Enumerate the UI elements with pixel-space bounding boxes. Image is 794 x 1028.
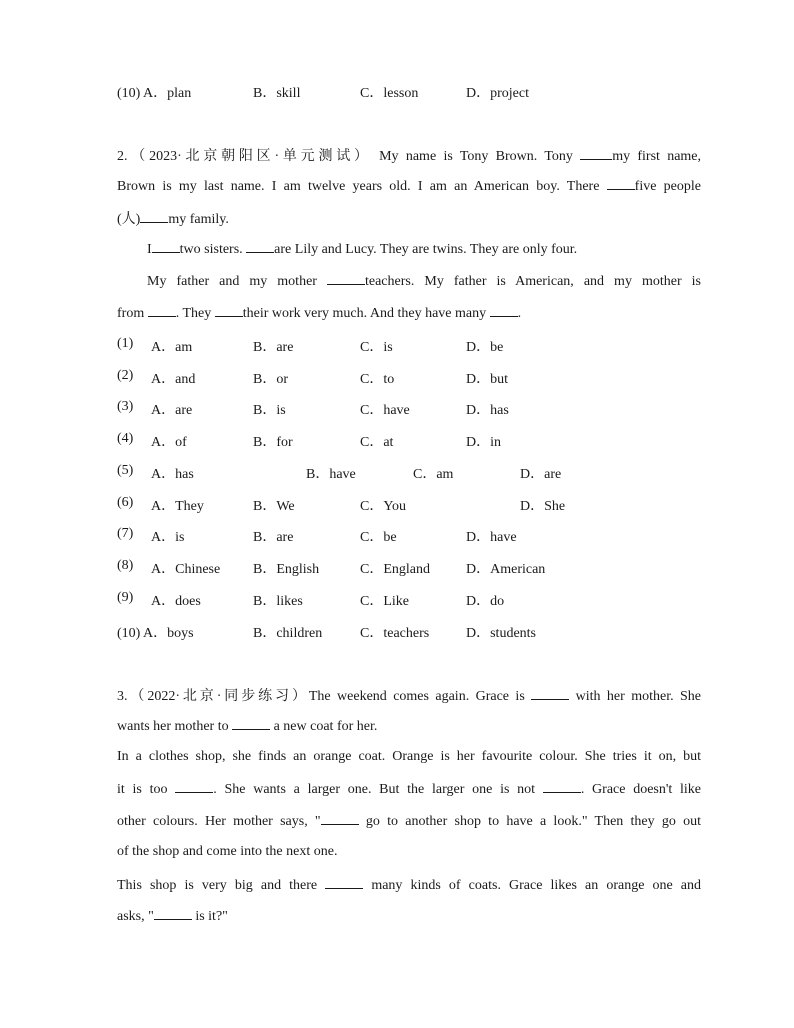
blank [154, 907, 192, 920]
blank [321, 812, 359, 825]
option-a: A．has [151, 467, 194, 482]
option-a: A．am [151, 340, 193, 355]
q3-passage-line-4: it is too . She wants a larger one. But the larger one is not . Grace doesn't like [117, 782, 702, 797]
q3-passage-line-5: other colours. Her mother says, " go to another shop to have a look." Then they go out [117, 814, 702, 829]
blank [140, 210, 168, 223]
option-d: D．but [466, 372, 508, 387]
blank [232, 717, 270, 730]
option-a: A．Chinese [151, 562, 221, 577]
option-b: B．is [253, 403, 286, 418]
option-d: D．She [520, 499, 566, 514]
option-c: C．be [360, 530, 397, 545]
q2-passage-line-4: I two sisters. are Lily and Lucy. They are twins. They are only four. [147, 242, 578, 257]
q2-passage-line-1: 2.（2023·北京朝阳区·单元测试） My name is Tony Brown. Tony my first name, [117, 149, 702, 164]
q2-option-row-8 [117, 558, 717, 578]
q2-option-row-7 [117, 526, 717, 546]
q3-passage-line-1: 3.（2022·北京·同步练习）The weekend comes again. Grace is with her mother. She [117, 689, 702, 704]
option-number: (2) [117, 368, 134, 383]
option-d: D．project [466, 86, 529, 101]
option-a: A．is [151, 530, 185, 545]
option-c: C．England [360, 562, 430, 577]
option-b: B．skill [253, 86, 301, 101]
question-source: 2.（2023·北京朝阳区·单元测试） [117, 149, 372, 164]
option-number: (1) [117, 336, 134, 351]
q2-passage-line-3: (人) my family. [117, 212, 229, 227]
q2-option-row-4 [117, 431, 717, 451]
option-b: B．are [253, 340, 294, 355]
q3-passage-line-3: In a clothes shop, she finds an orange coat. Orange is her favourite colour. She tries it on, but [117, 749, 701, 764]
option-b: B．have [306, 467, 356, 482]
q3-passage-line-2: wants her mother to a new coat for her. [117, 719, 378, 734]
option-b: B．likes [253, 594, 303, 609]
option-number: (6) [117, 495, 134, 510]
option-number: (8) [117, 558, 134, 573]
option-b: B．for [253, 435, 293, 450]
q2-option-row-9 [117, 590, 717, 610]
option-number: (9) [117, 590, 134, 605]
option-d: D．are [520, 467, 562, 482]
option-b: B．We [253, 499, 295, 514]
option-number: (5) [117, 463, 134, 478]
option-number: (3) [117, 399, 134, 414]
option-b: B．English [253, 562, 320, 577]
option-b: B．children [253, 626, 323, 641]
blank [531, 687, 569, 700]
option-c: C．Like [360, 594, 409, 609]
option-c: C．have [360, 403, 410, 418]
option-a: A．does [151, 594, 201, 609]
blank [148, 304, 176, 317]
option-d: D．do [466, 594, 505, 609]
blank [580, 147, 612, 160]
blank [327, 272, 365, 285]
blank [152, 240, 180, 253]
blank [175, 780, 213, 793]
option-b: B．or [253, 372, 288, 387]
q3-passage-line-7: This shop is very big and there many kinds of coats. Grace likes an orange one and [117, 878, 702, 893]
option-number: (4) [117, 431, 134, 446]
option-c: C．You [360, 499, 407, 514]
q2-passage-line-5: My father and my mother teachers. My father is American, and my mother is [147, 274, 701, 289]
option-c: C．lesson [360, 86, 419, 101]
blank [246, 240, 274, 253]
option-a: A．They [151, 499, 204, 514]
q3-passage-line-6: of the shop and come into the next one. [117, 844, 338, 859]
q1-option-row-10 [117, 82, 717, 102]
q2-option-row-5 [117, 463, 717, 483]
option-d: D．be [466, 340, 504, 355]
option-a: A．of [151, 435, 187, 450]
q2-option-row-3 [117, 399, 717, 419]
option-number: (7) [117, 526, 134, 541]
q2-passage-line-6: from . They their work very much. And they have many . [117, 306, 522, 321]
blank [215, 304, 243, 317]
option-number: (10) A．boys [117, 626, 194, 641]
option-b: B．are [253, 530, 294, 545]
option-d: D．in [466, 435, 501, 450]
option-c: C．is [360, 340, 393, 355]
blank [490, 304, 518, 317]
blank [543, 780, 581, 793]
q2-passage-line-2: Brown is my last name. I am twelve years old. I am an American boy. There five people [117, 179, 701, 194]
option-d: D．students [466, 626, 536, 641]
option-c: C．at [360, 435, 394, 450]
option-a: A．are [151, 403, 193, 418]
q2-option-row-10 [117, 622, 717, 642]
q3-passage-line-8: asks, " is it?" [117, 909, 228, 924]
question-source: 3.（2022·北京·同步练习） [117, 689, 309, 704]
q2-option-row-2 [117, 368, 717, 388]
option-d: D．American [466, 562, 546, 577]
option-c: C．teachers [360, 626, 430, 641]
option-c: C．to [360, 372, 395, 387]
blank [607, 177, 635, 190]
option-d: D．have [466, 530, 517, 545]
option-a: A．and [151, 372, 196, 387]
blank [325, 876, 363, 889]
option-c: C．am [413, 467, 454, 482]
q2-option-row-6 [117, 495, 717, 515]
q2-option-row-1 [117, 336, 717, 356]
option-d: D．has [466, 403, 509, 418]
option-number: (10) A．plan [117, 86, 192, 101]
